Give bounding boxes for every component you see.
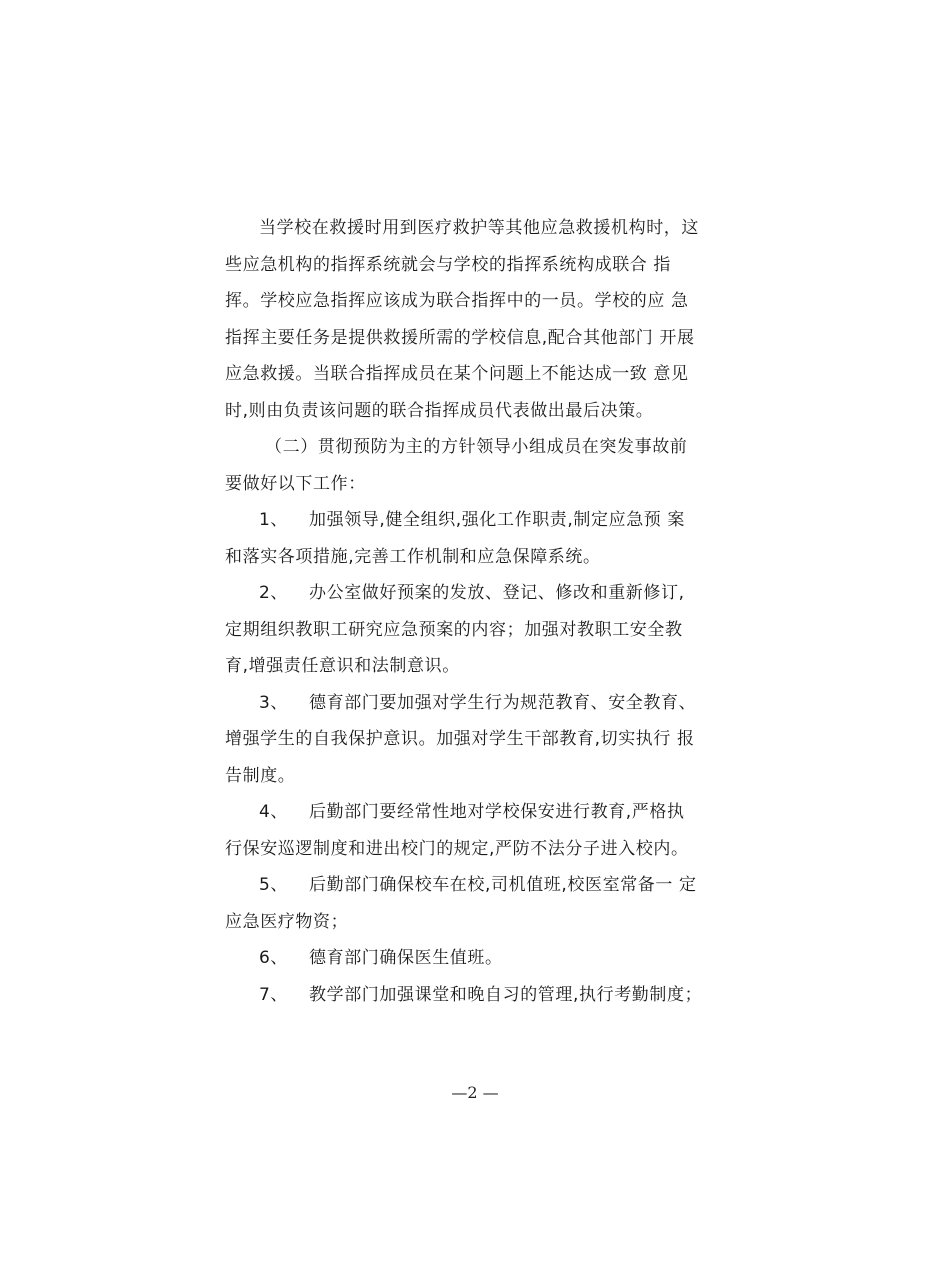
paragraph-line: 些应急机构的指挥系统就会与学校的指挥系统构成联合 指 [225, 254, 672, 275]
list-item-number: 6、 [259, 948, 289, 968]
list-item-number: 4、 [259, 802, 289, 822]
list-item [225, 502, 745, 539]
paragraph-line: 行保安巡逻制度和进出校门的规定,严防不法分子进入校内。 [225, 838, 689, 859]
paragraph-line: 定期组织教职工研究应急预案的内容；加强对教职工安全教 [225, 619, 683, 640]
list-item-text: 教学部门加强课堂和晚自习的管理,执行考勤制度； [309, 984, 703, 1005]
list-item [225, 685, 745, 722]
list-item-text: 后勤部门确保校车在校,司机值班,校医室常备一 定 [309, 875, 697, 895]
list-item [225, 940, 745, 977]
paragraph-line: 育,增强责任意识和法制意识。 [225, 656, 460, 676]
paragraph-line: 要做好以下工作： [225, 473, 366, 494]
paragraph-line: 时,则由负责该问题的联合指挥成员代表做出最后决策。 [225, 400, 654, 421]
list-item-text: 办公室做好预案的发放、登记、修改和重新修订, [309, 583, 685, 603]
paragraph-line: 和落实各项措施,完善工作机制和应急保障系统。 [225, 546, 601, 567]
list-item [225, 794, 745, 831]
paragraph-line: 指挥主要任务是提供救援所需的学校信息,配合其他部门 开展 [225, 327, 695, 348]
list-item-text: 德育部门要加强对学生行为规范教育、安全教育、 [309, 692, 697, 713]
paragraph-line: 挥。学校应急指挥应该成为联合指挥中的一员。学校的应 急 [225, 291, 689, 311]
section-heading: （二）贯彻预防为主的方针领导小组成员在突发事故前 [265, 437, 688, 457]
list-item [225, 867, 745, 904]
list-item [225, 575, 745, 612]
list-item-number: 3、 [259, 692, 289, 713]
list-item-number: 2、 [259, 583, 289, 603]
paragraph-line: 应急医疗物资； [225, 911, 349, 932]
paragraph-line: 当学校在救援时用到医疗救护等其他应急救援机构时，这 [259, 218, 699, 238]
document-body [225, 210, 745, 1013]
paragraph-line: 应急救援。当联合指挥成员在某个问题上不能达成一致 意见 [225, 364, 689, 384]
list-item-text: 后勤部门要经常性地对学校保安进行教育,严格执 [309, 802, 685, 822]
page-number: —2 — [451, 1083, 499, 1102]
paragraph-line: 告制度。 [225, 765, 296, 786]
paragraph-line: 增强学生的自我保护意识。加强对学生干部教育,切实执行 报 [225, 729, 695, 749]
list-item-number: 5、 [259, 875, 289, 895]
list-item-text: 加强领导,健全组织,强化工作职责,制定应急预 案 [309, 510, 686, 530]
list-item [225, 977, 745, 1014]
list-item-text: 德育部门确保医生值班。 [309, 948, 503, 968]
list-item-number: 1、 [259, 510, 289, 530]
list-item-number: 7、 [259, 984, 289, 1005]
